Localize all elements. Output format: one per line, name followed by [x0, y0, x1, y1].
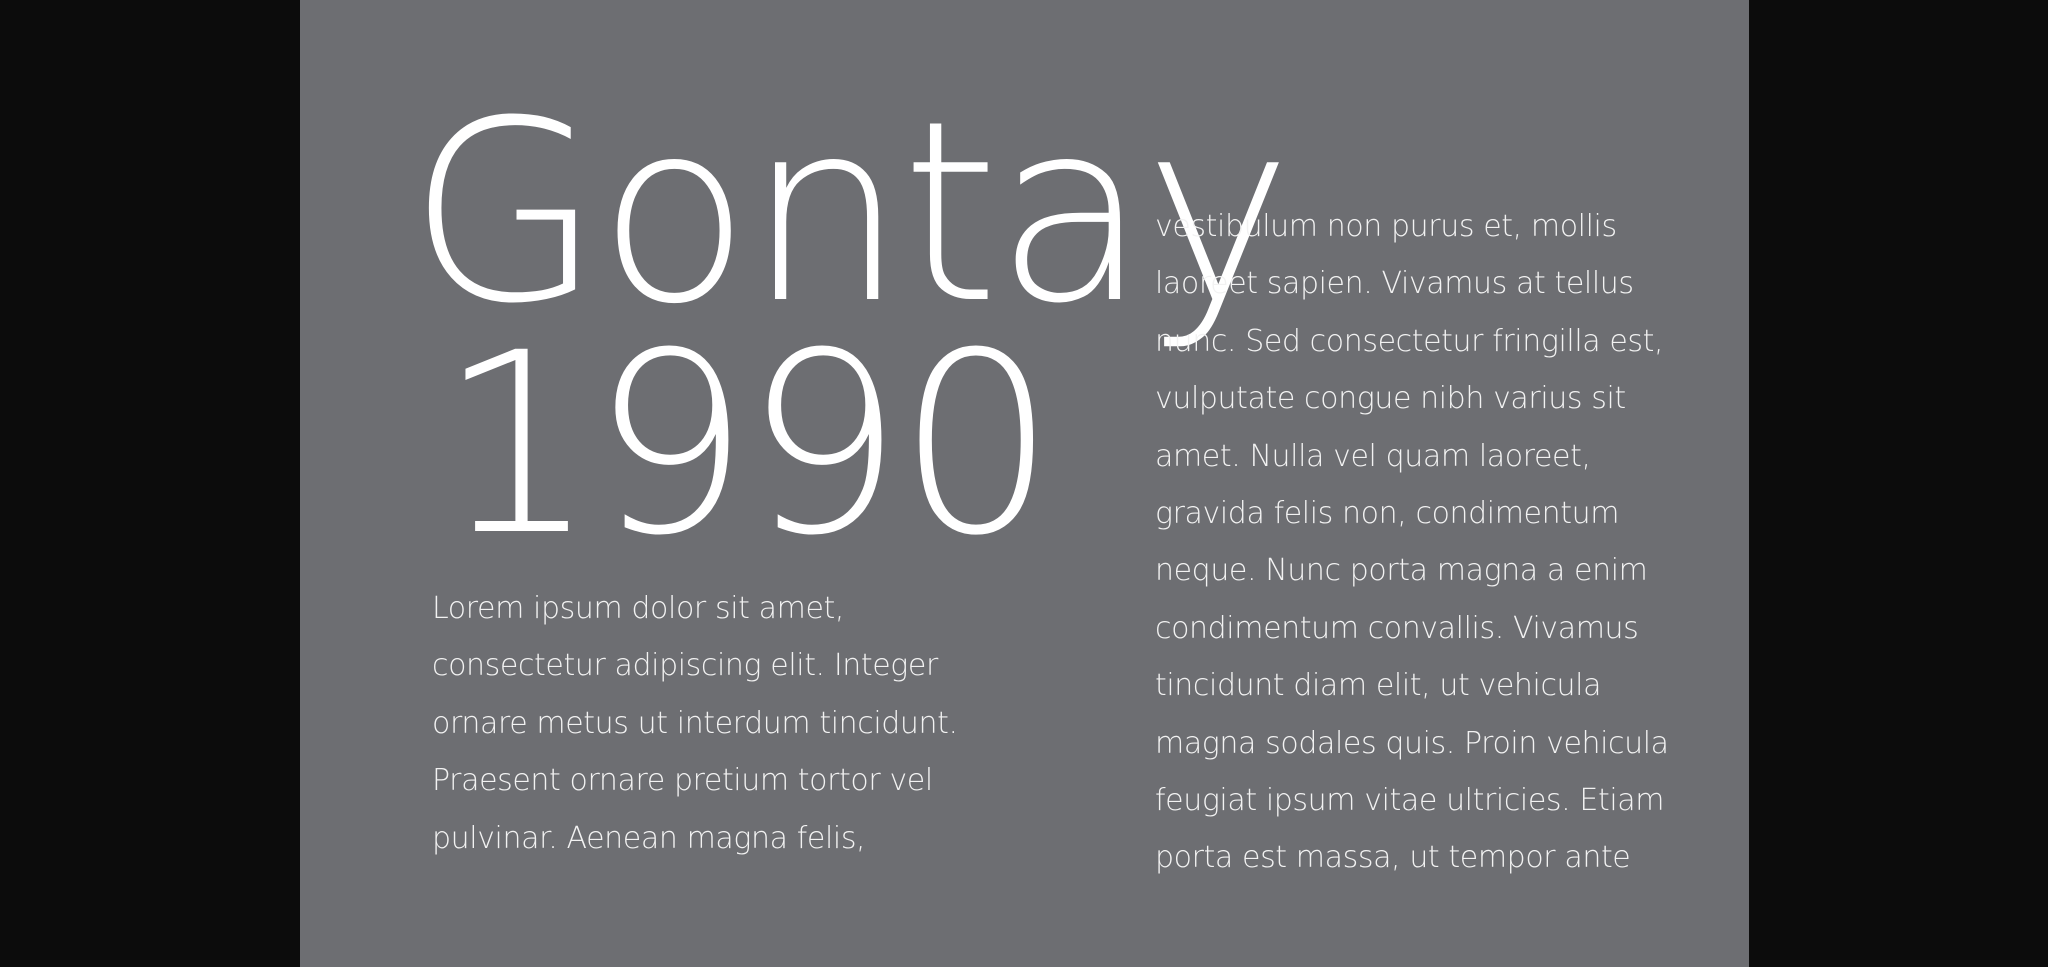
- paragraph-line: neque. Nunc porta magna a enim: [1155, 553, 1648, 589]
- paragraph-line: vulputate congue nibh varius sit: [1155, 381, 1626, 417]
- paragraph-line: nunc. Sed consectetur fringilla est,: [1155, 323, 1664, 359]
- paragraph-line: porta est massa, ut tempor ante: [1155, 840, 1631, 876]
- paragraph-line: laoreet sapien. Vivamus at tellus: [1155, 266, 1634, 302]
- sample-paragraph-right: [1155, 198, 1715, 887]
- paragraph-line: ornare metus ut interdum tincidunt.: [432, 705, 958, 741]
- paragraph-line: feugiat ipsum vitae ultricies. Etiam: [1155, 783, 1665, 819]
- paragraph-line: vestibulum non purus et, mollis: [1155, 209, 1617, 244]
- font-year-title: 1990: [438, 299, 1051, 590]
- paragraph-line: Lorem ipsum dolor sit amet,: [432, 591, 844, 626]
- paragraph-line: condimentum convallis. Vivamus: [1155, 610, 1639, 646]
- sample-paragraph-left: [432, 580, 992, 867]
- paragraph-line: Praesent ornare pretium tortor vel: [432, 763, 933, 799]
- paragraph-line: amet. Nulla vel quam laoreet,: [1155, 438, 1591, 474]
- specimen-panel: [300, 0, 1749, 967]
- paragraph-line: magna sodales quis. Proin vehicula: [1155, 725, 1669, 761]
- paragraph-line: tincidunt diam elit, ut vehicula: [1155, 668, 1602, 704]
- paragraph-line: consectetur adipiscing elit. Integer: [432, 648, 938, 684]
- font-name-title: Gontay: [408, 67, 1289, 358]
- paragraph-line: gravida felis non, condimentum: [1155, 496, 1620, 532]
- paragraph-line: pulvinar. Aenean magna felis,: [432, 820, 866, 856]
